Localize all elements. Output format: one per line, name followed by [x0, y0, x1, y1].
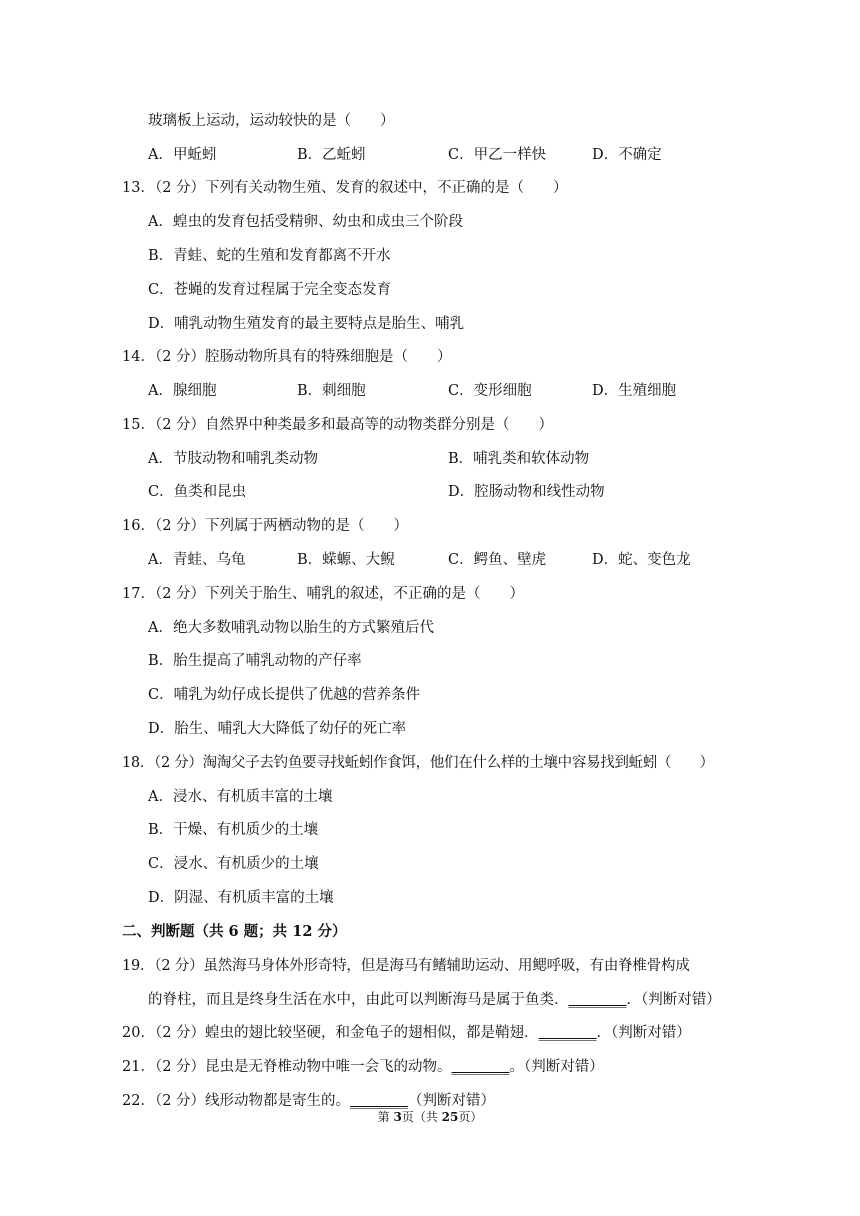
q13-stem: 13．（2 分）下列有关动物生殖、发育的叙述中，不正确的是（ ） [122, 180, 568, 196]
footer-middle: 页（共 [401, 1110, 442, 1124]
q16-option-d: D．蛇、变色龙 [592, 552, 691, 568]
footer-page-number: 3 [393, 1110, 402, 1124]
q20-text: 20．（2 分）蝗虫的翅比较坚硬，和金龟子的翅相似，都是鞘翅． [122, 1025, 539, 1041]
q15-option-c: C．鱼类和昆虫 [148, 484, 247, 500]
q22-stem [122, 1091, 495, 1111]
q13-option-d: D．哺乳动物生殖发育的最主要特点是胎生、哺乳 [148, 316, 465, 332]
footer-prefix: 第 [377, 1110, 394, 1124]
q19-answer-blank[interactable]: ________ [568, 992, 627, 1008]
q13-option-a: A．蝗虫的发育包括受精卵、幼虫和成虫三个阶段 [148, 214, 463, 230]
q16-option-a: A．青蛙、乌龟 [148, 552, 246, 568]
q19-text: 的脊柱，而且是终身生活在水中，由此可以判断海马是属于鱼类． [148, 992, 569, 1008]
q14-stem: 14．（2 分）腔肠动物所具有的特殊细胞是（ ） [122, 349, 452, 365]
q17-stem: 17．（2 分）下列关于胎生、哺乳的叙述，不正确的是（ ） [122, 586, 525, 602]
q13-option-b: B．青蛙、蛇的生殖和发育都离不开水 [148, 248, 391, 264]
q19-stem-line2 [148, 990, 721, 1010]
q15-option-d: D．腔肠动物和线性动物 [448, 484, 605, 500]
q12-option-a: A．甲蚯蚓 [148, 147, 217, 163]
q20-suffix: ．（判断对错） [596, 1025, 691, 1041]
q18-option-c: C．浸水、有机质少的土壤 [148, 856, 319, 872]
q21-suffix: 。（判断对错） [509, 1059, 604, 1075]
q14-option-a: A．腺细胞 [148, 383, 217, 399]
q13-option-c: C．苍蝇的发育过程属于完全变态发育 [148, 282, 392, 298]
page-footer [0, 1109, 860, 1125]
q16-option-b: B．蝾螈、大鲵 [297, 552, 395, 568]
q12-option-b: B．乙蚯蚓 [297, 147, 366, 163]
q17-option-b: B．胎生提高了哺乳动物的产仔率 [148, 653, 362, 669]
q19-suffix: ．（判断对错） [626, 992, 721, 1008]
q12-stem-continuation: 玻璃板上运动，运动较快的是（ ） [148, 113, 395, 129]
q14-option-c: C．变形细胞 [448, 383, 532, 399]
q16-option-c: C．鳄鱼、壁虎 [448, 552, 547, 568]
q21-text: 21．（2 分）昆虫是无脊椎动物中唯一会飞的动物。 [122, 1059, 452, 1075]
q18-option-a: A．浸水、有机质丰富的土壤 [148, 789, 333, 805]
q17-option-c: C．哺乳为幼仔成长提供了优越的营养条件 [148, 687, 421, 703]
q15-option-b: B．哺乳类和软体动物 [448, 451, 590, 467]
q15-option-a: A．节肢动物和哺乳类动物 [148, 451, 318, 467]
q22-answer-blank[interactable]: ________ [350, 1093, 409, 1109]
section-heading: 二、判断题（共 6 题；共 12 分） [122, 923, 347, 940]
q18-option-d: D．阴湿、有机质丰富的土壤 [148, 890, 334, 906]
q14-option-b: B．刺细胞 [297, 383, 366, 399]
footer-total-pages: 25 [441, 1110, 459, 1124]
q22-suffix: （判断对错） [408, 1093, 496, 1109]
q16-stem: 16．（2 分）下列属于两栖动物的是（ ） [122, 518, 409, 534]
q15-stem: 15．（2 分）自然界中种类最多和最高等的动物类群分别是（ ） [122, 417, 554, 433]
q20-answer-blank[interactable]: ________ [538, 1025, 597, 1041]
q17-option-d: D．胎生、哺乳大大降低了幼仔的死亡率 [148, 721, 407, 737]
q21-stem [122, 1057, 604, 1077]
q17-option-a: A．绝大多数哺乳动物以胎生的方式繁殖后代 [148, 620, 434, 636]
q12-option-d: D．不确定 [592, 147, 662, 163]
q12-option-c: C．甲乙一样快 [448, 147, 547, 163]
q14-option-d: D．生殖细胞 [592, 383, 677, 399]
q18-stem: 18．（2 分）淘淘父子去钓鱼要寻找蚯蚓作食饵，他们在什么样的土壤中容易找到蚯蚓（ ） [122, 755, 714, 771]
footer-suffix: 页） [458, 1110, 483, 1124]
q22-text: 22．（2 分）线形动物都是寄生的。 [122, 1093, 351, 1109]
q20-stem [122, 1023, 691, 1043]
q18-option-b: B．干燥、有机质少的土壤 [148, 822, 319, 838]
q21-answer-blank[interactable]: ________ [451, 1059, 510, 1075]
q19-stem-line1: 19．（2 分）虽然海马身体外形奇特，但是海马有鳍辅助运动、用鳃呼吸，有由脊椎骨构成 [122, 958, 690, 974]
